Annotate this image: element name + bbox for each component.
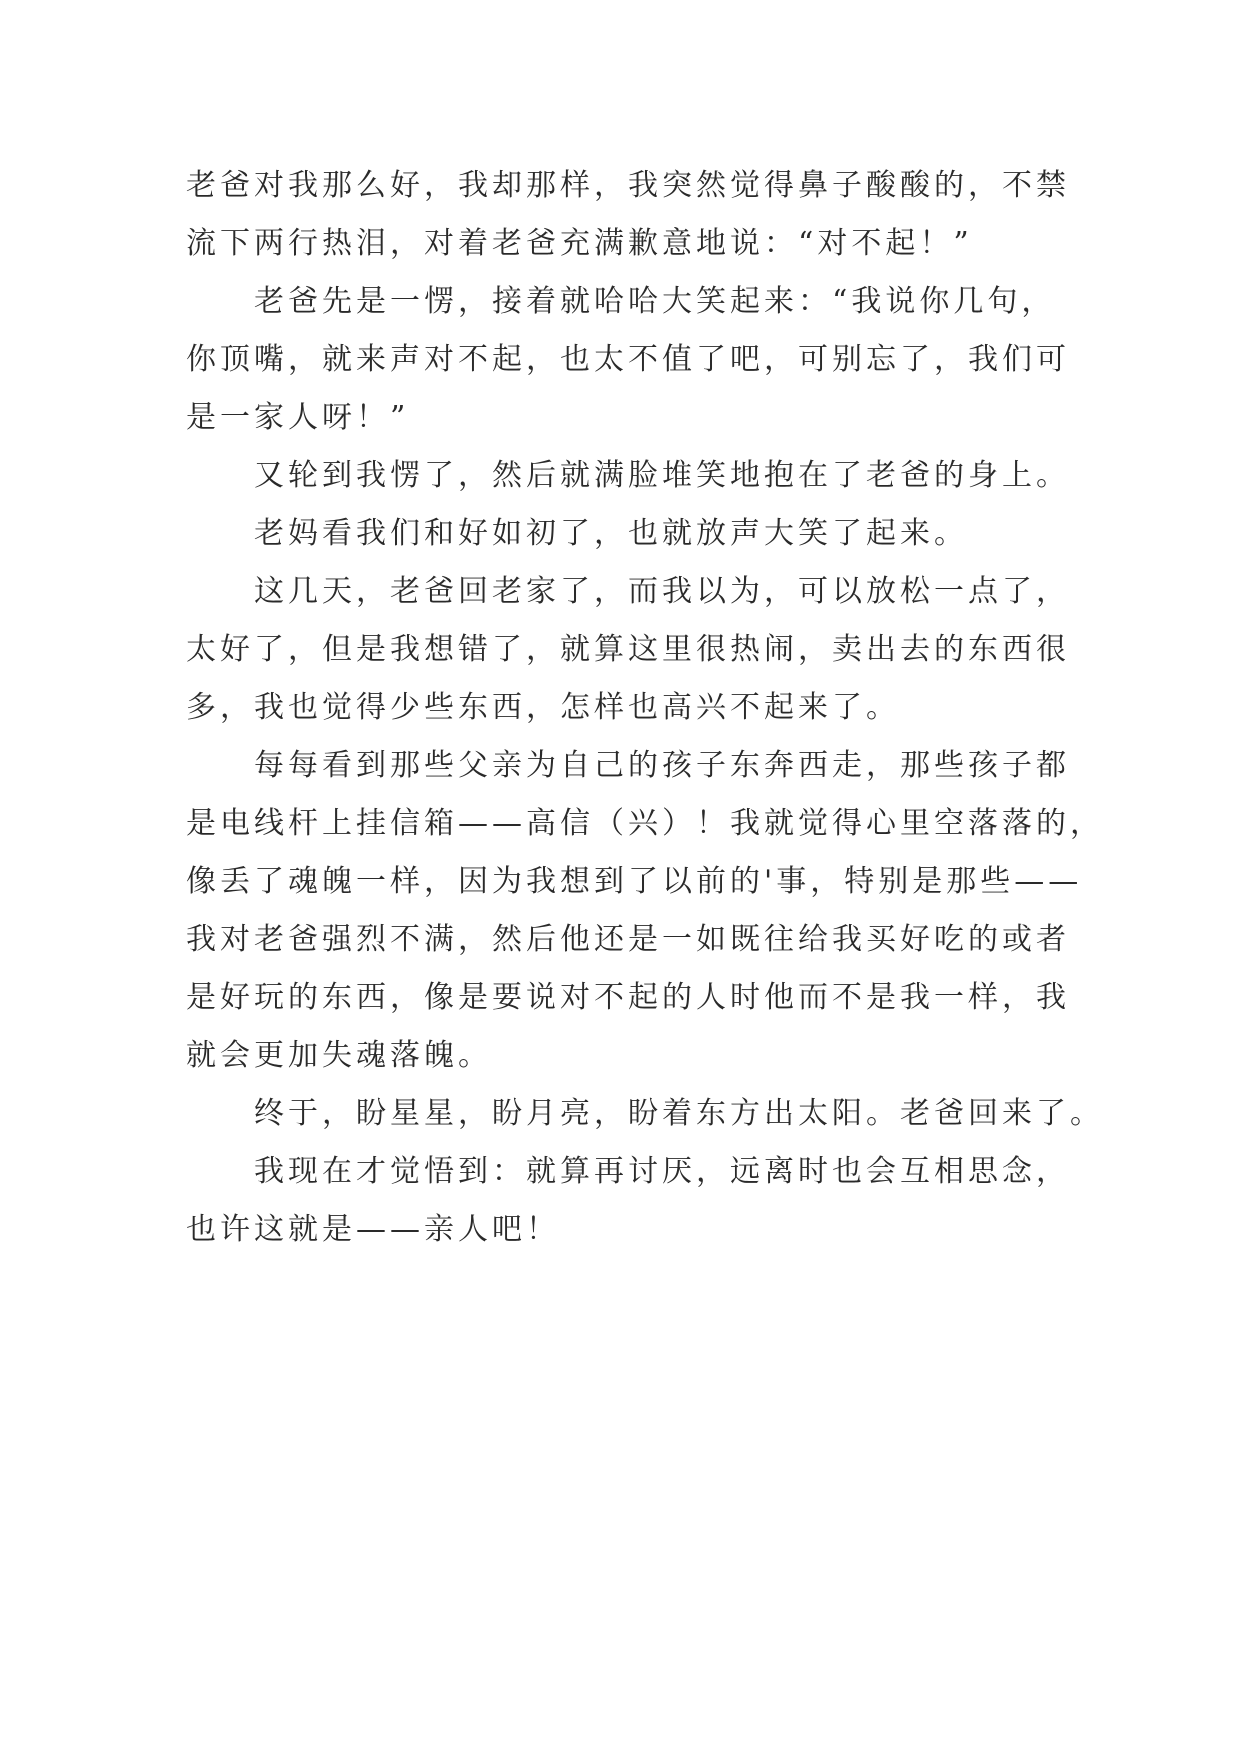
text-line: 也许这就是——亲人吧！ [186,1212,560,1247]
text-line: 流下两行热泪，对着老爸充满歉意地说：“对不起！” [186,226,973,261]
text-line: 老爸对我那么好，我却那样，我突然觉得鼻子酸酸的，不禁 [186,168,1070,203]
text-line: 每每看到那些父亲为自己的孩子东奔西走，那些孩子都 [254,748,1070,783]
text-line: 多，我也觉得少些东西，怎样也高兴不起来了。 [186,690,900,725]
text-line: 又轮到我愣了，然后就满脸堆笑地抱在了老爸的身上。 [254,458,1070,493]
text-line: 这几天，老爸回老家了，而我以为，可以放松一点了， [254,574,1070,609]
text-line: 就会更加失魂落魄。 [186,1038,492,1073]
text-line: 是电线杆上挂信箱——高信（兴）！我就觉得心里空落落的， [186,806,1104,841]
text-line: 老爸先是一愣，接着就哈哈大笑起来：“我说你几句， [254,284,1056,319]
text-line: 是好玩的东西，像是要说对不起的人时他而不是我一样，我 [186,980,1070,1015]
text-line: 是一家人呀！” [186,400,410,435]
document-body [186,157,1104,1259]
text-line: 我现在才觉悟到：就算再讨厌，远离时也会互相思念， [254,1154,1070,1189]
text-line: 你顶嘴，就来声对不起，也太不值了吧，可别忘了，我们可 [186,342,1070,377]
text-line: 老妈看我们和好如初了，也就放声大笑了起来。 [254,516,968,551]
text-line: 终于，盼星星，盼月亮，盼着东方出太阳。老爸回来了。 [254,1096,1104,1131]
text-line: 太好了，但是我想错了，就算这里很热闹，卖出去的东西很 [186,632,1070,667]
text-line: 像丢了魂魄一样，因为我想到了以前的'事，特别是那些—— [186,864,1083,899]
text-line: 我对老爸强烈不满，然后他还是一如既往给我买好吃的或者 [186,922,1070,957]
